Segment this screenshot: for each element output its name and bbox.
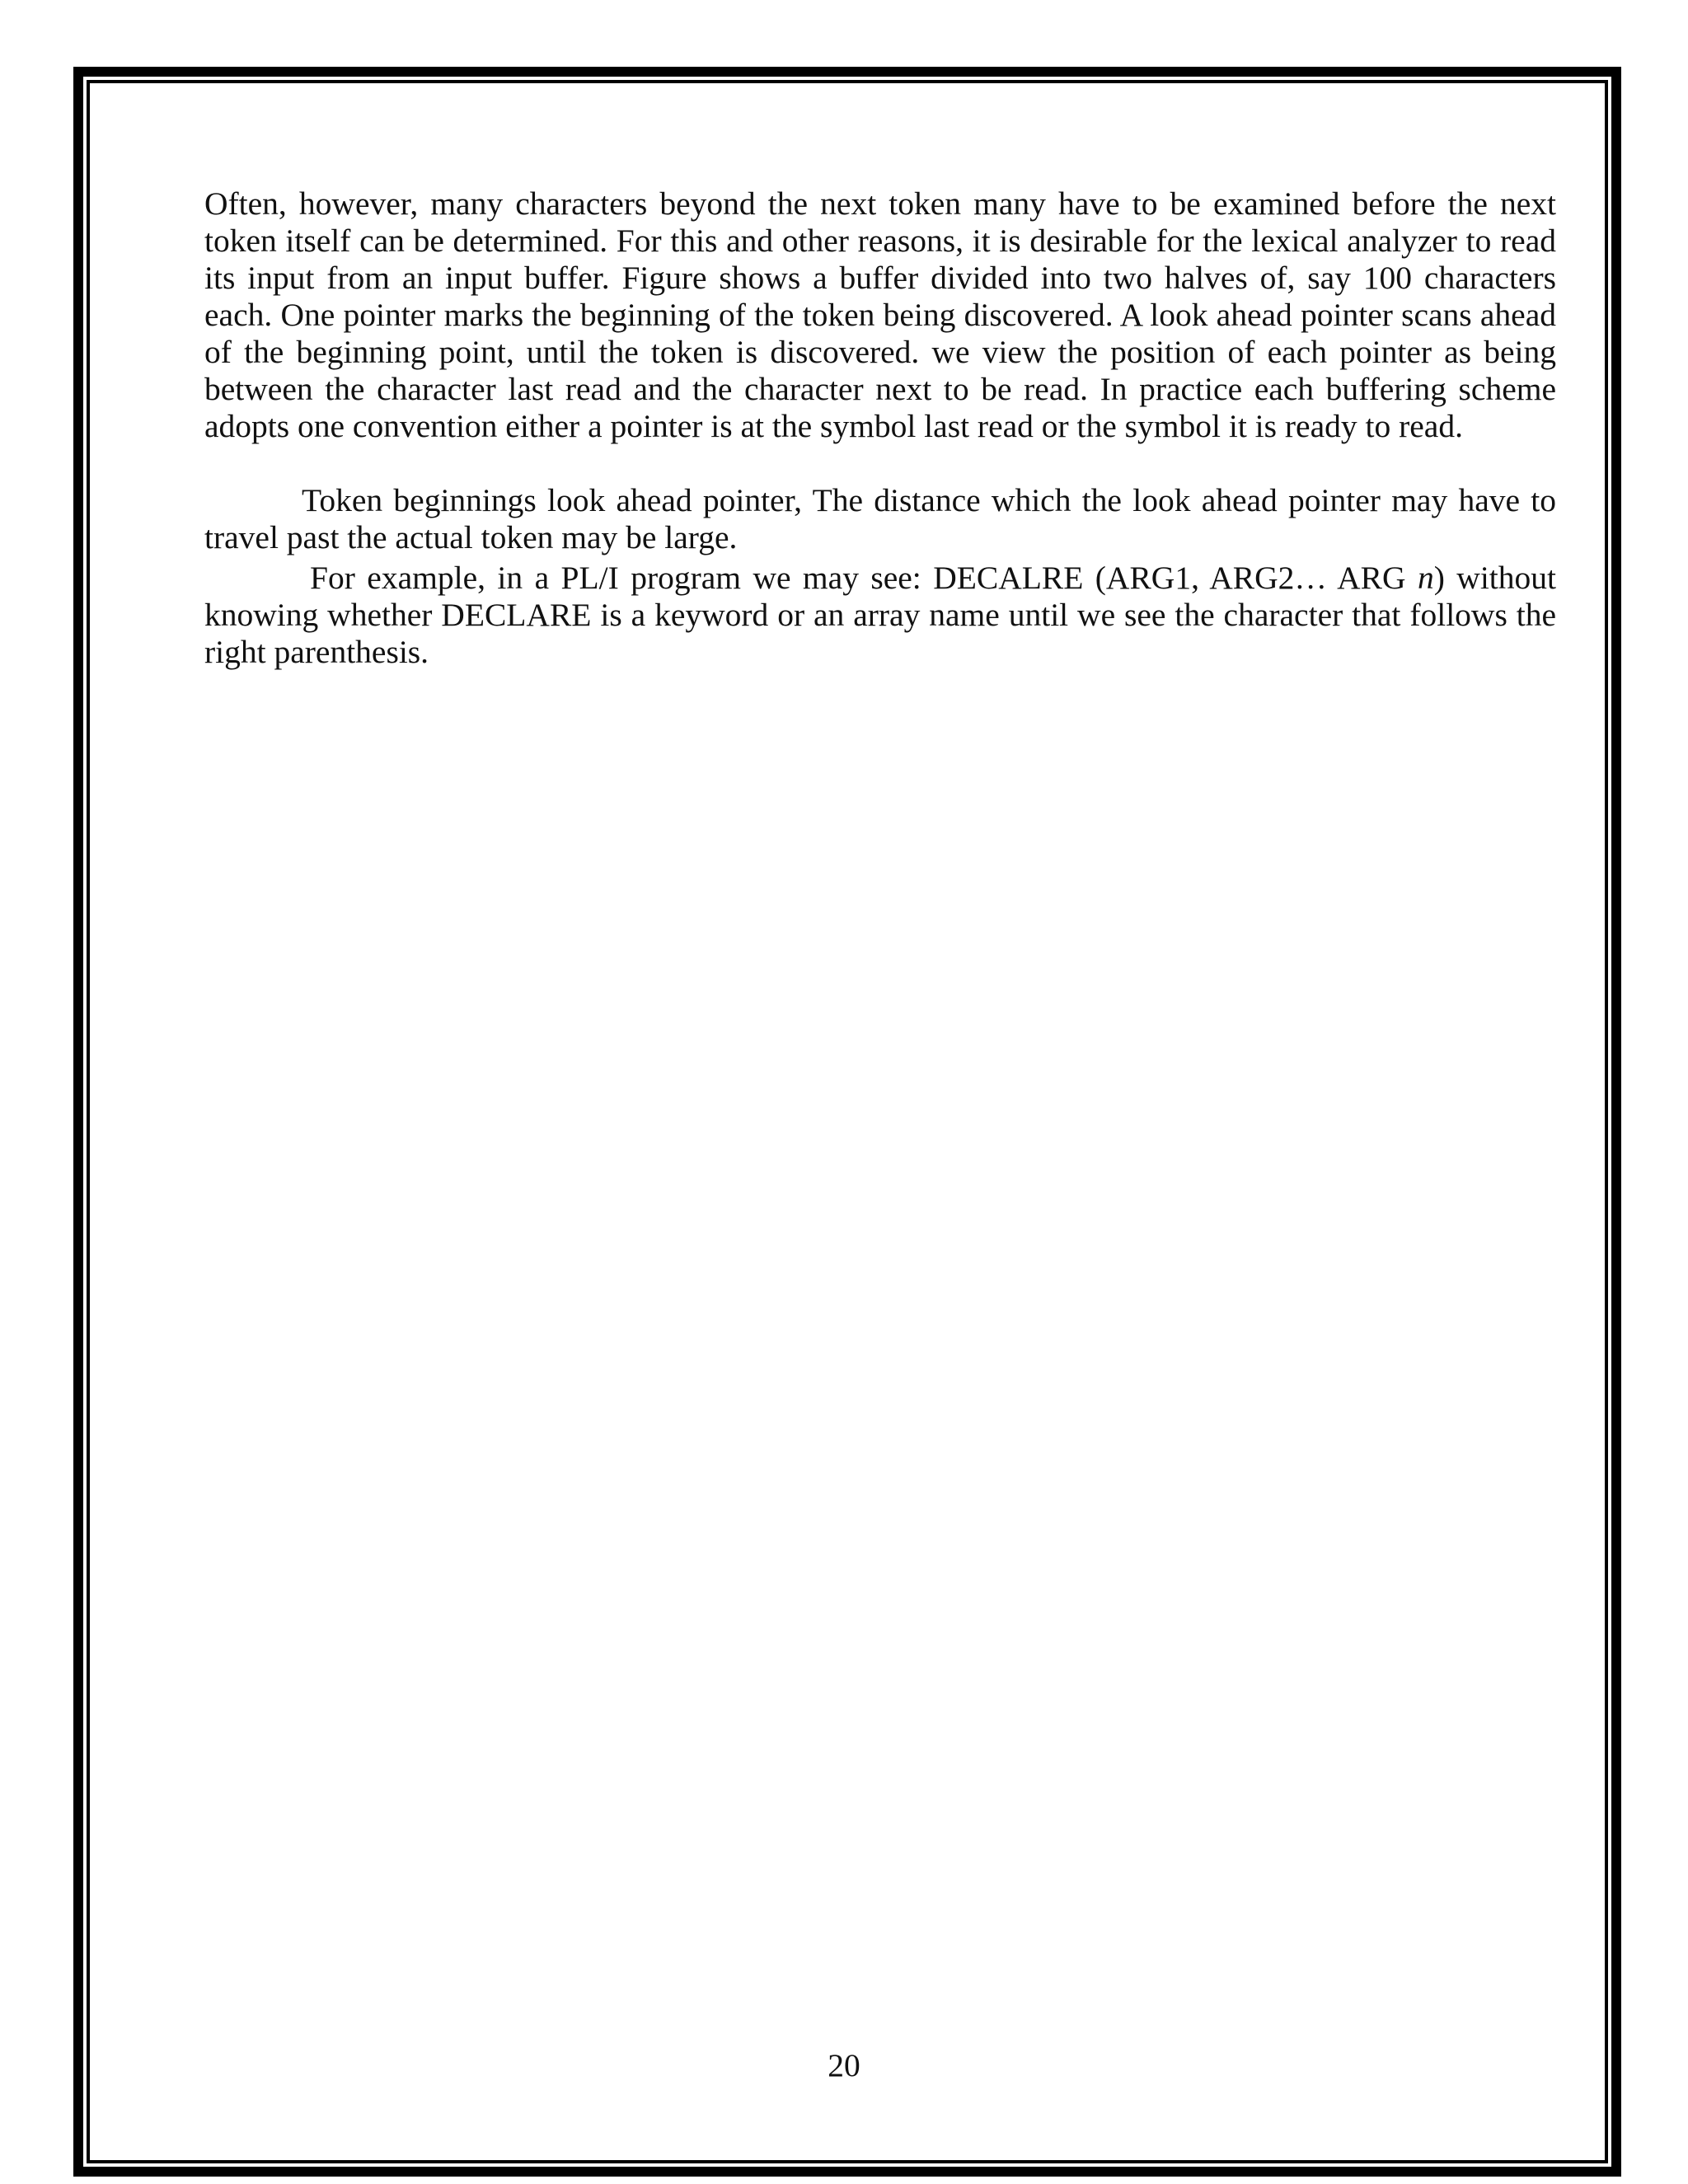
body-text	[204, 185, 1556, 671]
pli-example-italic-n: n	[1417, 560, 1434, 596]
paragraph-token-beginnings: Token beginnings look ahead pointer, The distance which the look ahead pointer may have to travel past the actual token may be large.	[204, 482, 1556, 555]
pli-example-text-end: ) without knowing whether DECLARE is a keyword or an array name until we see the character that follows the right parenthesis.	[204, 560, 1556, 670]
paragraph-input-buffer: Often, however, many characters beyond the next token many have to be examined before the next token itself can be determined. For this and other reasons, it is desirable for the lexical analyzer to read its input from an input buffer. Figure shows a buffer divided into two halves of, say 100 characters each. One pointer marks the beginning of the token being discovered. A look ahead pointer scans ahead of the beginning point, until the token is discovered. we view the position of each pointer as being between the character last read and the character next to be read. In practice each buffering scheme adopts one convention either a pointer is at the symbol last read or the symbol it is ready to read.	[204, 185, 1556, 444]
pli-example-text-start: For example, in a PL/I program we may see: DECALRE (ARG1, ARG2… ARG	[310, 560, 1418, 596]
paragraph-pli-example	[204, 560, 1556, 671]
page-number: 20	[828, 2047, 860, 2083]
